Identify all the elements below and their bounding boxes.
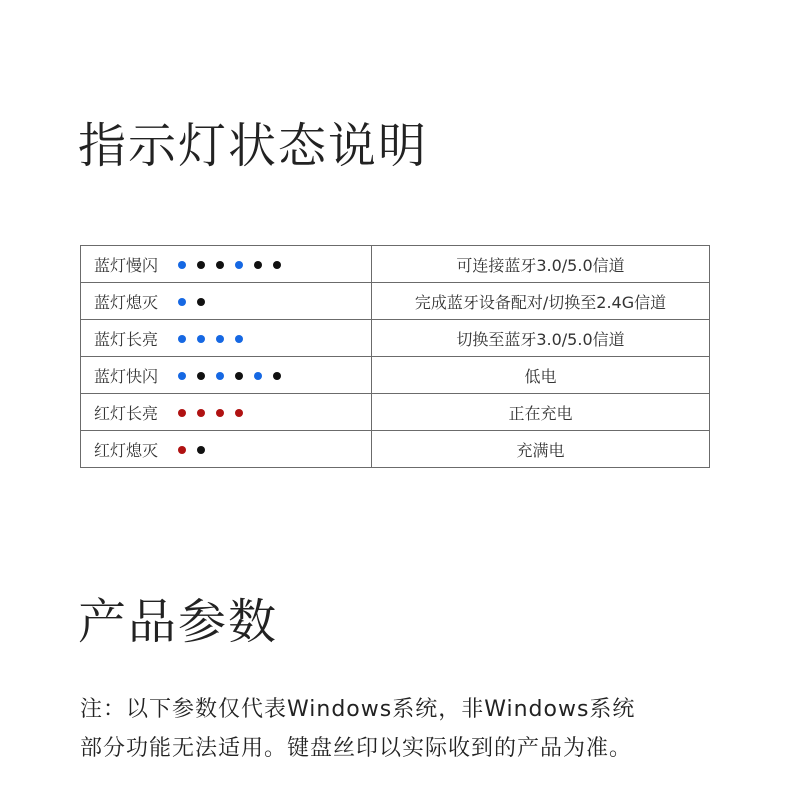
status-light-cell — [81, 246, 372, 283]
indicator-section-title: 指示灯状态说明 — [78, 118, 429, 174]
params-note-line-1: 注：以下参数仅代表Windows系统，非Windows系统 — [80, 697, 636, 722]
status-row — [81, 246, 710, 283]
black-led-dot-icon — [197, 446, 205, 454]
status-light-cell — [81, 320, 372, 357]
led-dot-sequence — [178, 366, 292, 385]
black-led-dot-icon — [197, 372, 205, 380]
black-led-dot-icon — [254, 261, 262, 269]
light-state-label: 蓝灯慢闪 — [94, 255, 159, 275]
blue-led-dot-icon — [178, 335, 186, 343]
blue-led-dot-icon — [197, 335, 205, 343]
red-led-dot-icon — [178, 409, 186, 417]
black-led-dot-icon — [273, 372, 281, 380]
status-row — [81, 394, 710, 431]
red-led-dot-icon — [216, 409, 224, 417]
status-row — [81, 320, 710, 357]
led-dot-sequence — [178, 255, 292, 274]
params-section-title: 产品参数 — [78, 594, 279, 650]
black-led-dot-icon — [235, 372, 243, 380]
blue-led-dot-icon — [216, 335, 224, 343]
status-row — [81, 431, 710, 468]
params-note — [80, 690, 740, 768]
blue-led-dot-icon — [254, 372, 262, 380]
led-dot-sequence — [178, 403, 254, 422]
status-light-cell — [81, 357, 372, 394]
blue-led-dot-icon — [235, 261, 243, 269]
status-description: 低电 — [372, 357, 710, 394]
blue-led-dot-icon — [178, 372, 186, 380]
status-light-cell — [81, 394, 372, 431]
black-led-dot-icon — [197, 298, 205, 306]
light-state-label: 蓝灯长亮 — [94, 329, 159, 349]
led-dot-sequence — [178, 329, 254, 348]
status-description: 完成蓝牙设备配对/切换至2.4G信道 — [372, 283, 710, 320]
light-state-label: 红灯长亮 — [94, 403, 159, 423]
status-light-cell — [81, 431, 372, 468]
red-led-dot-icon — [197, 409, 205, 417]
black-led-dot-icon — [273, 261, 281, 269]
indicator-status-table — [80, 245, 710, 468]
status-description: 正在充电 — [372, 394, 710, 431]
black-led-dot-icon — [216, 261, 224, 269]
blue-led-dot-icon — [216, 372, 224, 380]
params-note-line-2: 部分功能无法适用。键盘丝印以实际收到的产品为准。 — [80, 736, 633, 761]
status-row — [81, 283, 710, 320]
light-state-label: 蓝灯快闪 — [94, 366, 159, 386]
light-state-label: 红灯熄灭 — [94, 440, 159, 460]
status-description: 切换至蓝牙3.0/5.0信道 — [372, 320, 710, 357]
blue-led-dot-icon — [235, 335, 243, 343]
status-row — [81, 357, 710, 394]
status-description: 充满电 — [372, 431, 710, 468]
led-dot-sequence — [178, 292, 216, 311]
status-description: 可连接蓝牙3.0/5.0信道 — [372, 246, 710, 283]
black-led-dot-icon — [197, 261, 205, 269]
light-state-label: 蓝灯熄灭 — [94, 292, 159, 312]
red-led-dot-icon — [178, 446, 186, 454]
blue-led-dot-icon — [178, 298, 186, 306]
blue-led-dot-icon — [178, 261, 186, 269]
red-led-dot-icon — [235, 409, 243, 417]
status-light-cell — [81, 283, 372, 320]
led-dot-sequence — [178, 440, 216, 459]
